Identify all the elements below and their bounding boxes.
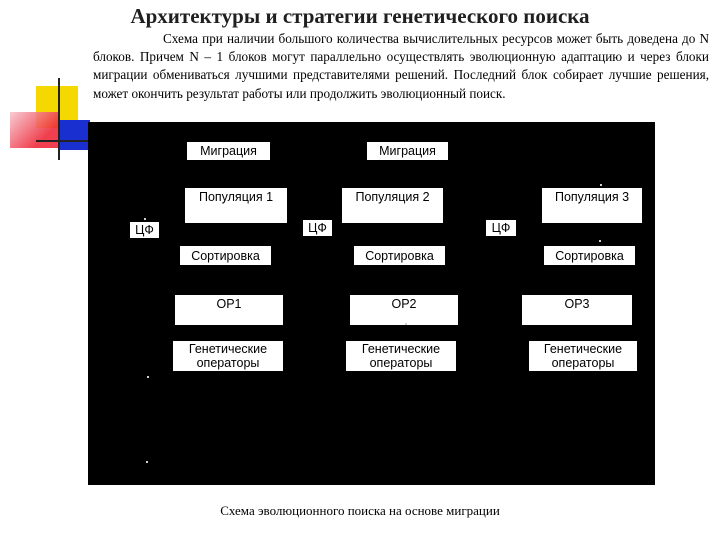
genetic-operators-box-1 <box>173 341 283 371</box>
sort-box-3: Сортировка <box>544 246 635 265</box>
speck <box>600 184 602 186</box>
sort-box-1: Сортировка <box>180 246 271 265</box>
speck <box>599 240 601 242</box>
genetic-operators-line2: операторы <box>196 356 260 370</box>
population-box-1: Популяция 1 <box>185 188 287 223</box>
op-box-3: ОР3 <box>522 295 632 325</box>
decor-horizontal-line <box>36 140 94 142</box>
speck <box>405 323 407 325</box>
genetic-operators-box-3 <box>529 341 637 371</box>
speck <box>147 376 149 378</box>
genetic-operators-box-2 <box>346 341 456 371</box>
speck <box>144 218 146 220</box>
cf-box-3: ЦФ <box>486 220 516 236</box>
op-box-1: ОР1 <box>175 295 283 325</box>
population-box-2: Популяция 2 <box>342 188 443 223</box>
migration-box-1: Миграция <box>187 142 270 160</box>
genetic-operators-line2: операторы <box>369 356 433 370</box>
op-box-2: ОР2 <box>350 295 458 325</box>
description-text: Схема при наличии большого количества вычислительных ресурсов может быть доведена до N блоков. Причем N – 1 блоков могут параллельно осуществлять эволюционную адаптацию и через блоки миграции обмениваться лучшими представителями решений. Последний блок собирает лучшие решения, может окончить результат работы или продолжить эволюционный поиск. <box>93 31 709 101</box>
genetic-operators-line1: Генетические <box>543 342 623 356</box>
genetic-operators-line1: Генетические <box>188 342 268 356</box>
cf-box-2: ЦФ <box>303 220 332 236</box>
diagram-caption: Схема эволюционного поиска на основе миграции <box>220 503 500 518</box>
decor-vertical-line <box>58 78 60 160</box>
decor-blue-square <box>58 120 90 150</box>
cf-box-1: ЦФ <box>130 222 159 238</box>
page-title: Архитектуры и стратегии генетического поиска <box>130 4 590 28</box>
population-box-3: Популяция 3 <box>542 188 642 223</box>
speck <box>146 461 148 463</box>
genetic-operators-line2: операторы <box>551 356 615 370</box>
sort-box-2: Сортировка <box>354 246 445 265</box>
description-paragraph <box>93 30 709 103</box>
decor-pink-square <box>10 112 60 148</box>
genetic-operators-line1: Генетические <box>361 342 441 356</box>
migration-diagram <box>88 122 655 485</box>
migration-box-2: Миграция <box>367 142 448 160</box>
